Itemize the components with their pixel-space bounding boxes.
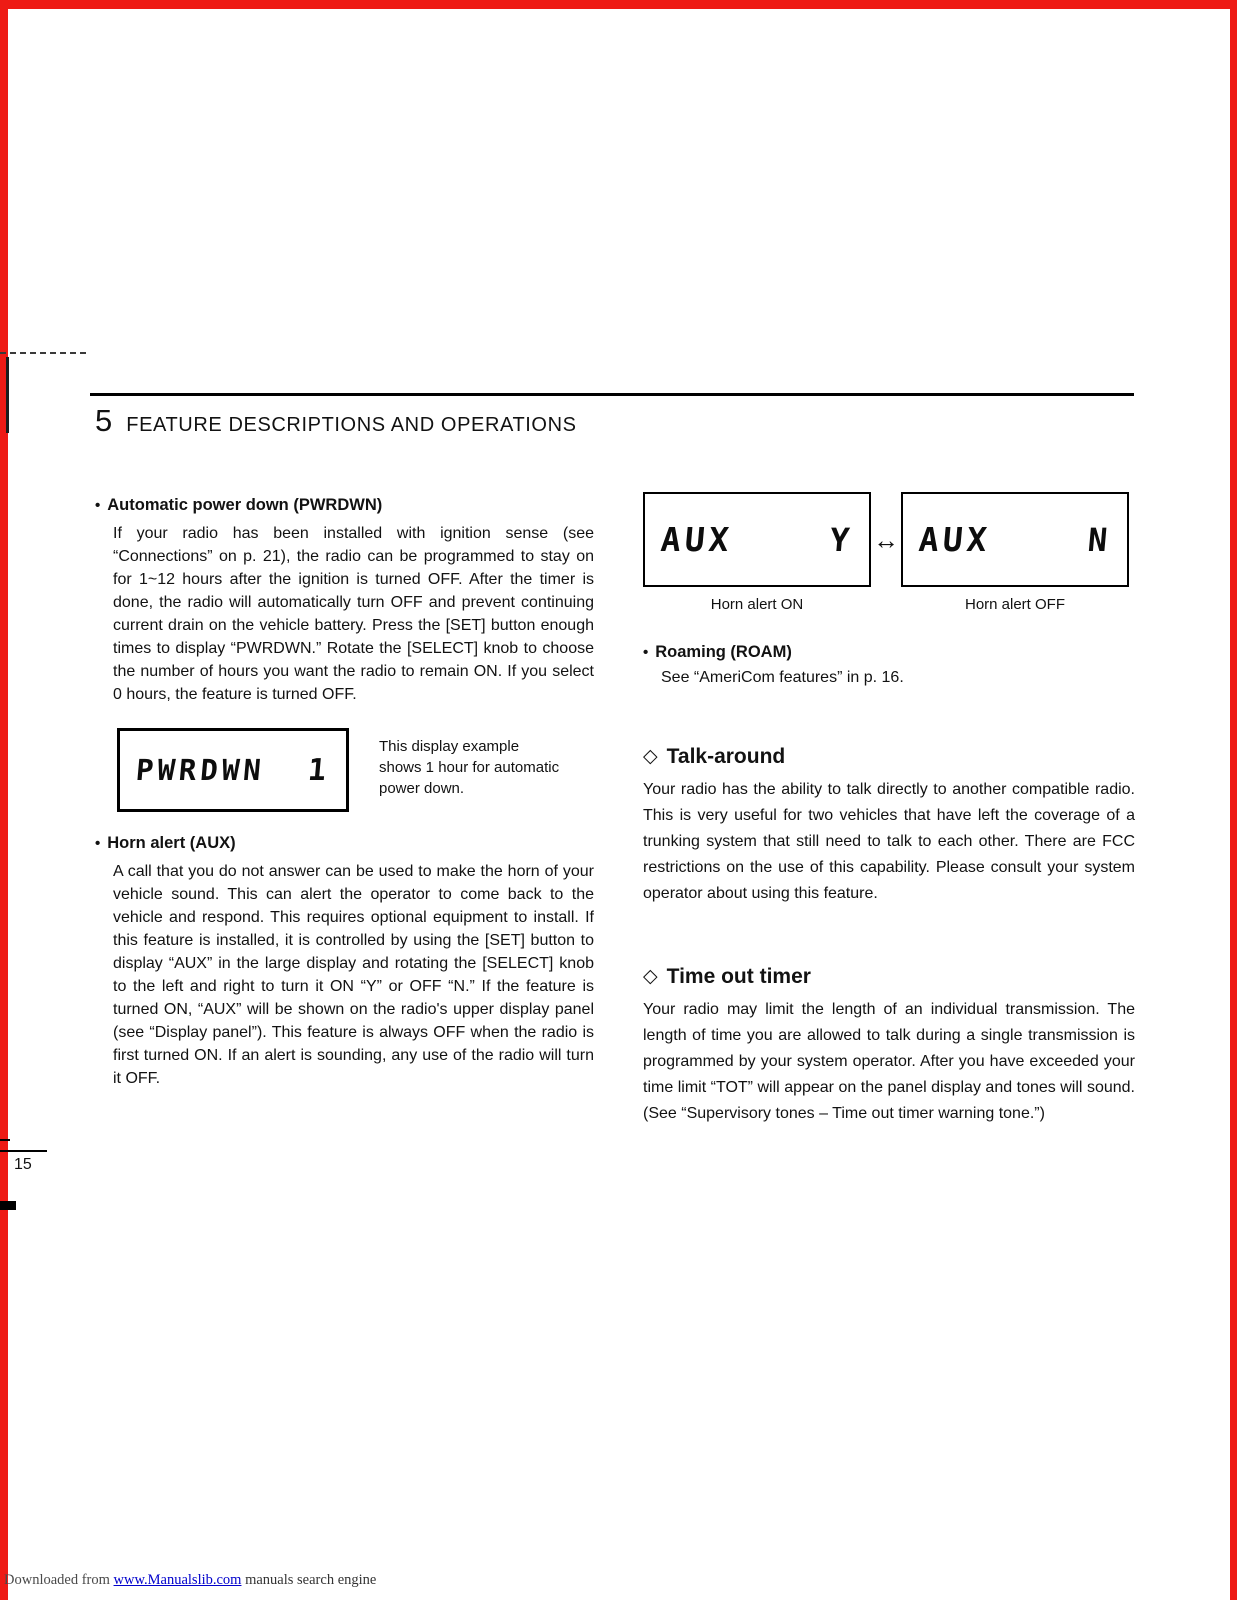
left-column — [95, 496, 594, 1090]
lcd-pwrdwn-caption: This display example shows 1 hour for automatic power down. — [379, 738, 560, 797]
chapter-title: FEATURE DESCRIPTIONS AND OPERATIONS — [126, 414, 577, 436]
aux-caption-spacer — [871, 596, 901, 613]
scan-edge-right — [1230, 0, 1237, 1600]
bullet-icon: • — [95, 497, 101, 514]
lcd-pwrdwn-value: 1 — [306, 752, 332, 788]
page-number-rule — [0, 1150, 47, 1152]
right-column — [643, 492, 1135, 1127]
pwrdwn-display-example — [117, 728, 594, 812]
aux-off-caption: Horn alert OFF — [964, 596, 1066, 613]
manualslib-link[interactable]: www.Manualslib.com — [113, 1572, 242, 1588]
scan-artifact-dash — [0, 352, 86, 354]
section-talk-around-heading — [643, 745, 1135, 769]
section-talk-around-body: Your radio has the ability to talk directly to another compatible radio. This is very useful for two vehicles that have left the coverage of a trunking system that still need to talk to each other. There are FCC restrictions on the use of this capability. Please consult your system operator about using this feature. — [643, 781, 1135, 902]
section-talk-around — [643, 745, 1135, 907]
section-roaming-body: See “AmeriCom features” in p. 16. — [661, 669, 904, 686]
lcd-display-aux-on — [643, 492, 871, 587]
diamond-icon: ◇ — [643, 965, 658, 987]
chapter-number: 5 — [95, 403, 113, 438]
diamond-icon: ◇ — [643, 745, 658, 767]
section-pwrdwn-title-text: Automatic power down (PWRDWN) — [107, 496, 383, 514]
aux-display-examples — [643, 492, 1135, 587]
scan-edge-left — [0, 0, 8, 1600]
section-time-out-timer-title-text: Time out timer — [666, 965, 811, 988]
section-pwrdwn — [95, 496, 594, 706]
scan-artifact-block — [0, 1201, 16, 1210]
footer-prefix: Downloaded from — [4, 1572, 114, 1588]
section-time-out-timer — [643, 965, 1135, 1127]
lcd-aux-on-value: Y — [828, 520, 855, 559]
lcd-aux-on-text: AUX — [659, 520, 735, 559]
lcd-aux-off-text: AUX — [917, 520, 993, 559]
bullet-icon: • — [95, 835, 101, 852]
footer — [4, 1572, 376, 1589]
chapter-rule — [90, 393, 1134, 396]
section-horn-alert-body: A call that you do not answer can be used to make the horn of your vehicle sound. This can alert the operator to come back to the vehicle and respond. This requires optional equipment to install. If this feature is installed, it is controlled by using the [SET] button to display “AUX” in the large display and rotating the [SELECT] knob to the left and right to turn it ON “Y” or OFF “N.” If the feature is turned ON, “AUX” will be shown on the radio's upper display panel (see “Display panel”). This feature is always OFF when the radio is first turned ON. If an alert is sounding, any use of the radio will turn it OFF. — [113, 863, 594, 1087]
section-time-out-timer-heading — [643, 965, 1135, 989]
section-time-out-timer-body: Your radio may limit the length of an individual transmission. The length of time you are allowed to talk during a single transmission is programmed by your system operator. After you have exceeded your time limit “TOT” will appear on the panel display and tones will sound. (See “Supervisory tones – Time out timer warning tone.”) — [643, 1001, 1135, 1122]
scan-edge-top — [0, 0, 1237, 9]
section-pwrdwn-body: If your radio has been installed with ignition sense (see “Connections” on p. 21), the radio can be programmed to stay on for 1~12 hours after the ignition is turned OFF. After the timer is done, the radio will automatically turn OFF and prevent continuing current drain on the vehicle battery. Press the [SET] button enough times to display “PWRDWN.” Rotate the [SELECT] knob to choose the number of hours you want the radio to remain ON. If you select 0 hours, the feature is turned OFF. — [113, 525, 594, 703]
section-roaming — [643, 643, 1135, 687]
footer-suffix: manuals search engine — [241, 1572, 377, 1588]
section-horn-alert-title-text: Horn alert (AUX) — [107, 834, 236, 852]
bullet-icon: • — [643, 644, 649, 661]
page-number: 15 — [14, 1156, 32, 1173]
aux-on-caption: Horn alert ON — [710, 596, 804, 613]
lcd-display-aux-off — [901, 492, 1129, 587]
lcd-pwrdwn-text: PWRDWN — [134, 753, 267, 787]
lcd-aux-off-value: N — [1086, 520, 1113, 559]
lcd-display-pwrdwn — [117, 728, 349, 812]
double-arrow-icon: ↔ — [873, 524, 899, 555]
section-talk-around-title-text: Talk-around — [666, 745, 786, 768]
section-roaming-title — [643, 643, 1135, 662]
chapter-header — [95, 404, 577, 438]
scan-artifact-vline — [6, 357, 9, 433]
section-pwrdwn-title — [95, 496, 594, 515]
section-horn-alert-title — [95, 834, 594, 853]
section-roaming-title-text: Roaming (ROAM) — [655, 643, 792, 661]
aux-display-captions — [643, 596, 1135, 613]
scan-artifact-smline — [0, 1139, 10, 1141]
section-horn-alert — [95, 834, 594, 1090]
